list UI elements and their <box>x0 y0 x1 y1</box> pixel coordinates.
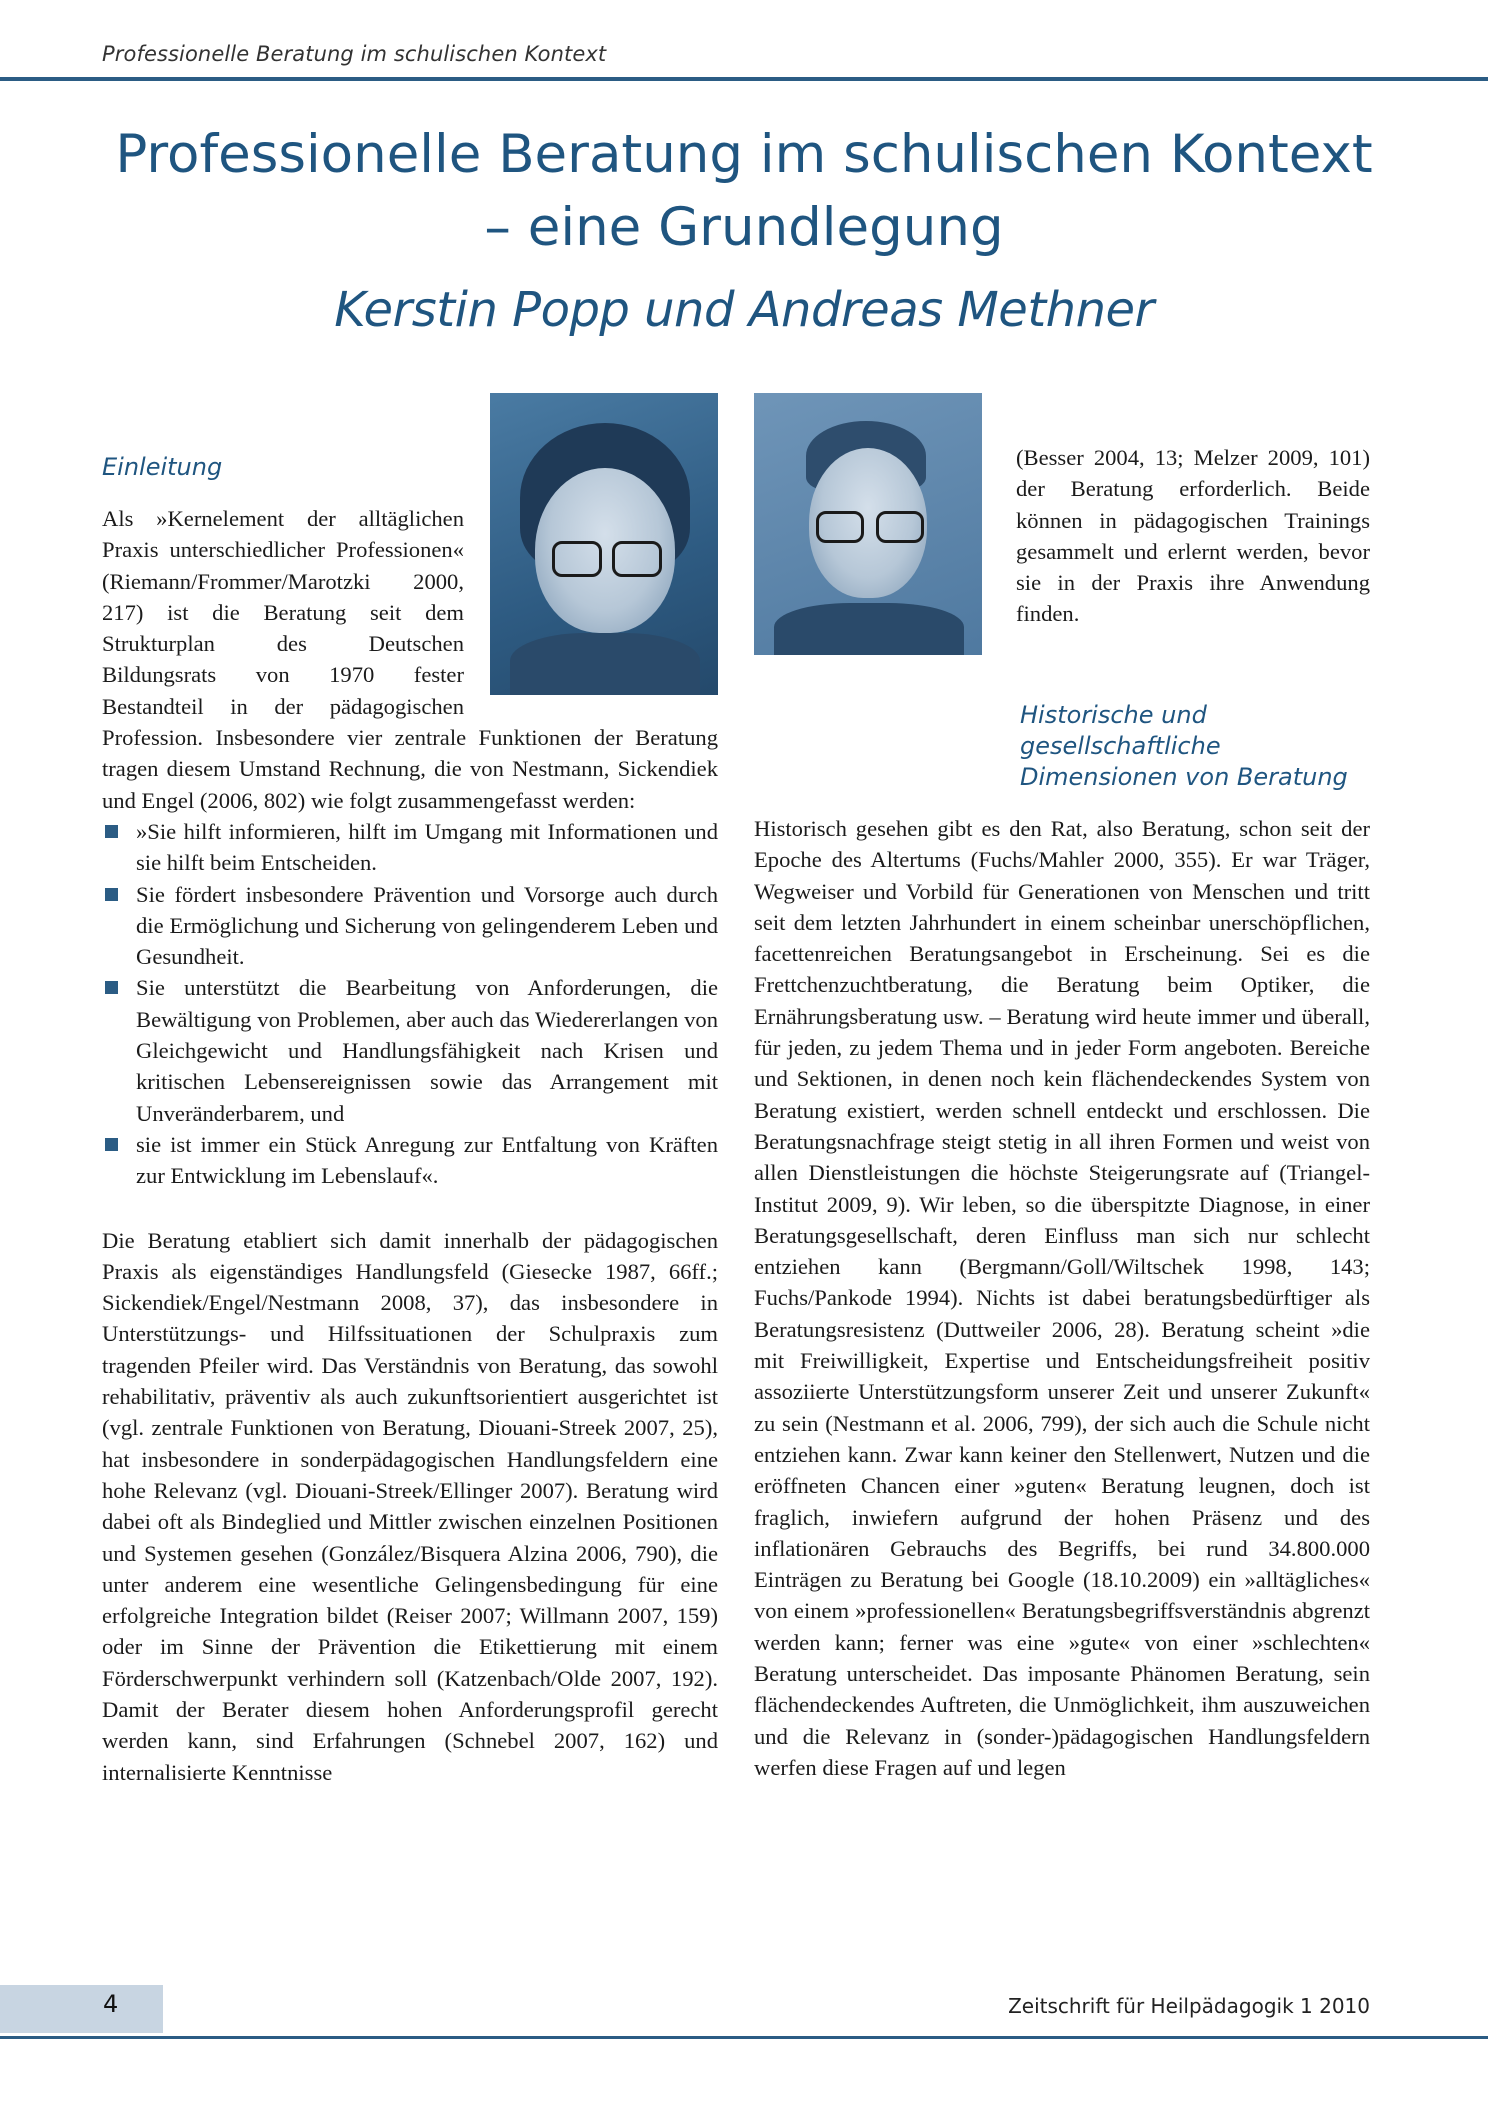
bullet-square-icon <box>105 888 118 901</box>
section-heading-einleitung: Einleitung <box>102 453 223 481</box>
list-item: Sie unterstützt die Bearbeitung von Anforderungen, die Bewältigung von Problemen, aber auch das Wiedererlangen von Gleichgewicht und Handlungsfähigkeit nach Krisen und kritischen Lebensereignissen sowie das Arrangement mit Unveränderbarem, und <box>102 972 718 1128</box>
article-title <box>60 118 1428 264</box>
page-number-box <box>0 1985 163 2033</box>
list-item: sie ist immer ein Stück Anregung zur Entfaltung von Kräften zur Entwicklung im Lebenslauf«. <box>102 1129 718 1192</box>
intro-paragraph: Als »Kernelement der alltäglichen Praxis unterschiedlicher Professionen« (Riemann/Frommer/Marotzki 2000, 217) ist die Beratung seit dem Strukturplan des Deutschen Bildungsrats von 1970 fester Bestandteil in der pädagogischen Profession. Insbesondere vier zentrale Funktionen der Beratung tragen diesem Umstand Rechnung, die von Nestmann, Sickendiek und Engel (2006, 802) wie folgt zusammengefasst werden: <box>102 506 718 813</box>
running-head: Professionelle Beratung im schulischen Kontext <box>102 42 607 66</box>
right-column <box>754 700 1370 1783</box>
bullet-square-icon <box>105 825 118 838</box>
footer-rule <box>0 2036 1488 2039</box>
list-item: »Sie hilft informieren, hilft im Umgang mit Informationen und sie hilft beim Entscheiden. <box>102 816 718 879</box>
header-rule <box>0 77 1488 81</box>
bullet-square-icon <box>105 981 118 994</box>
right-intro-paragraph: (Besser 2004, 13; Melzer 2009, 101) der Beratung erforderlich. Beide können in pädagogischen Trainings gesammelt und erlernt werden, bevor sie in der Praxis ihre Anwendung finden. <box>1016 445 1370 627</box>
journal-name: Zeitschrift für Heilpädagogik 1 2010 <box>1008 1994 1370 2018</box>
function-list <box>102 816 718 1192</box>
author-photo-methner <box>754 393 982 655</box>
title-line-2: – eine Grundlegung <box>484 197 1004 258</box>
right-body-paragraph: Historisch gesehen gibt es den Rat, also Beratung, schon seit der Epoche des Altertums (Fuchs/Mahler 2000, 355). Er war Träger, Wegweiser und Vorbild für Generationen von Menschen und tritt seit dem letzten Jahrhundert in einem scheinbar unerschöpflichen, facettenreichen Beratungsangebot in Erscheinung. Sei es die Frettchenzuchtberatung, die Beratung beim Optiker, die Ernährungsberatung usw. – Beratung wird heute immer und überall, für jeden, zu jedem Thema und in jeder Form angeboten. Bereiche und Sektionen, in denen noch kein flächendeckendes System von Beratung existiert, werden schnell entdeckt und erschlossen. Die Beratungsnachfrage steigt stetig in all ihren Formen und weist von allen Dienstleistungen die höchste Steigerungsrate auf (Triangel-Institut 2009, 9). Wir leben, so die überspitzte Diagnose, in einer Beratungsgesellschaft, deren Einfluss man sich nur schlecht entziehen kann (Bergmann/Goll/Wiltschek 1998, 143; Fuchs/Pankode 1994). Nichts ist dabei beratungsbedürftiger als Beratungsresistenz (Duttweiler 2006, 28). Beratung scheint »die mit Freiwilligkeit, Expertise und Entscheidungsfreiheit positiv assoziierte Unterstützungsform unserer Zeit und unserer Zukunft« zu sein (Nestmann et al. 2006, 799), der sich auch die Schule nicht entziehen kann. Zwar kann keiner den Stellenwert, Nutzen und die eröffneten Chancen einer »guten« Beratung leugnen, doch ist fraglich, inwiefern aufgrund der hohen Präsenz und des inflationären Gebrauchs des Begriffs, bei rund 34.800.000 Einträgen zu Beratung bei Google (18.10.2009) ein »alltägliches« von einem »professionellen« Beratungsbegriffsverständnis abgrenzt werden kann; ferner was eine »gute« von einer »schlechten« Beratung unterscheidet. Das imposante Phänomen Beratung, sein flächendeckendes Auftreten, die Unmöglichkeit, ihm auszuweichen und die Relevanz in (sonder-)pädagogischen Handlungsfeldern werfen diese Fragen auf und legen <box>754 816 1370 1780</box>
right-column-top <box>1016 442 1370 630</box>
title-line-1: Professionelle Beratung im schulischen Kontext <box>115 124 1373 185</box>
float-spacer <box>464 503 718 695</box>
section-heading-historische: Historische und gesellschaftliche Dimensionen von Beratung <box>1020 701 1348 791</box>
body-paragraph: Die Beratung etabliert sich damit innerhalb der pädagogischen Praxis als eigenständiges Handlungsfeld (Giesecke 1987, 66ff.; Sickendiek/Engel/Nestmann 2008, 37), das insbesondere in Unterstützungs- und Hilfssituationen der Schulpraxis zum tragenden Pfeiler wird. Das Verständnis von Beratung, das sowohl rehabilitativ, präventiv als auch zukunftsorientiert ausgerichtet ist (vgl. zentrale Funktionen von Beratung, Diouani-Streek 2007, 25), hat insbesondere in sonderpädagogischen Handlungsfeldern eine hohe Relevanz (vgl. Diouani-Streek/Ellinger 2007). Beratung wird dabei oft als Bindeglied und Mittler zwischen einzelnen Positionen und Systemen gesehen (González/Bisquera Alzina 2006, 790), die unter anderem eine wesentliche Gelingensbedingung für eine erfolgreiche Integration bildet (Reiser 2007; Willmann 2007, 159) oder im Sinne der Prävention die Etikettierung mit einem Förderschwerpunkt verhindern soll (Katzenbach/Olde 2007, 192). Damit der Berater diesem hohen Anforderungsprofil gerecht werden kann, sind Erfahrungen (Schnebel 2007, 162) und internalisierte Kenntnisse <box>102 1227 718 1785</box>
bullet-square-icon <box>105 1138 118 1151</box>
authors: Kerstin Popp und Andreas Methner <box>334 282 1154 338</box>
left-column <box>102 452 718 1788</box>
page-number: 4 <box>103 1990 119 2018</box>
list-item: Sie fördert insbesondere Prävention und Vorsorge auch durch die Ermöglichung und Sicherung von gelingenderem Leben und Gesundheit. <box>102 879 718 973</box>
